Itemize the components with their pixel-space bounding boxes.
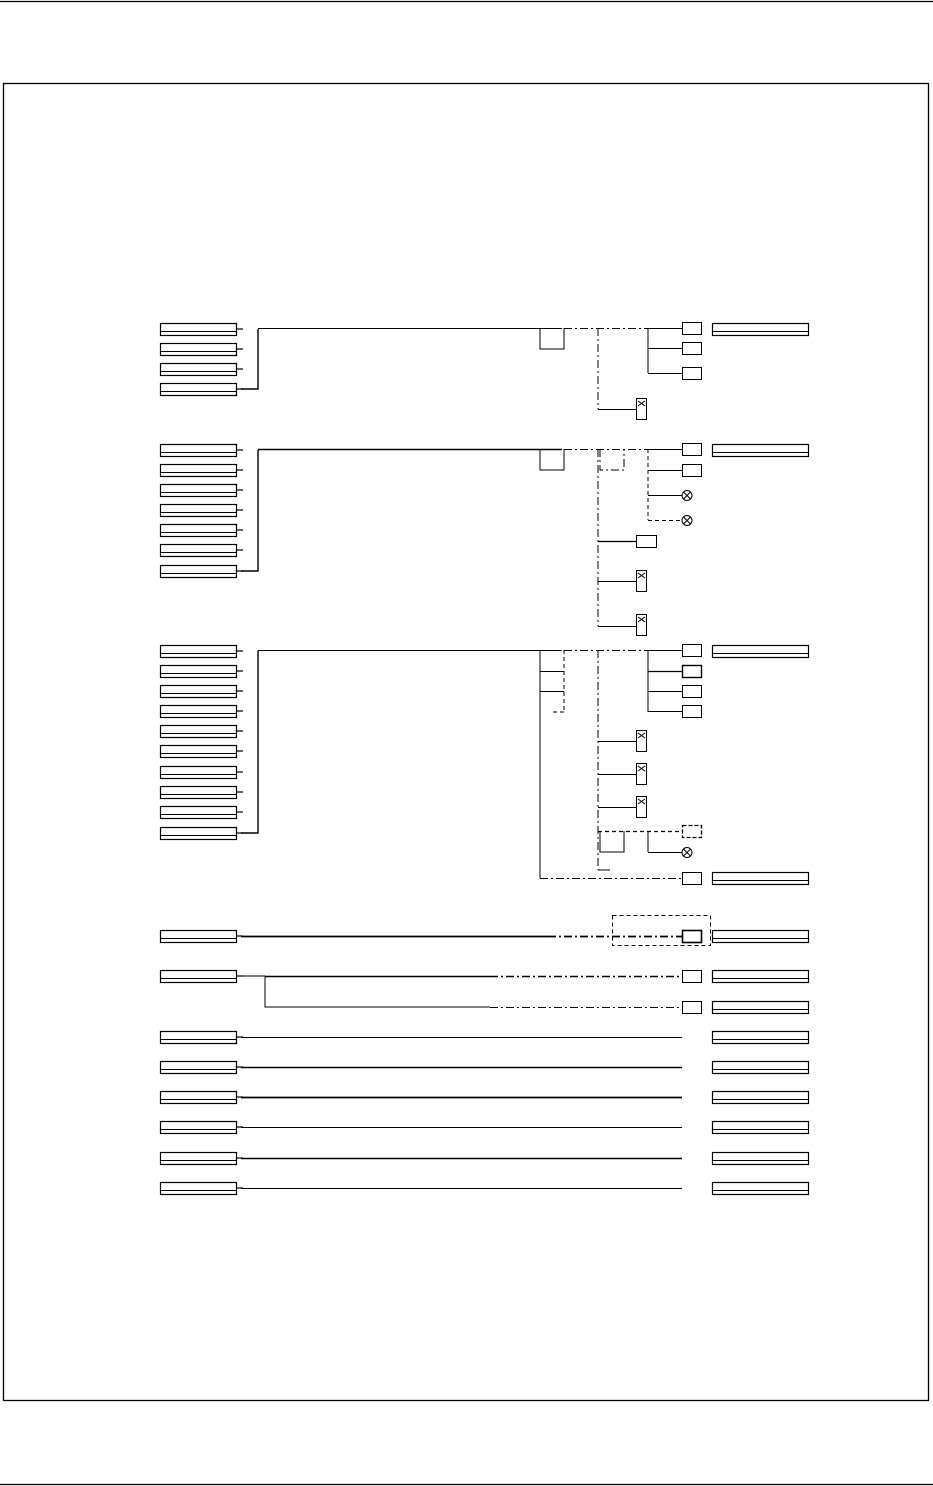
terminal-block xyxy=(161,971,237,983)
terminal-block xyxy=(713,873,809,885)
terminal-block xyxy=(161,706,237,718)
terminal-block xyxy=(161,545,237,557)
connector-box xyxy=(683,971,702,983)
connector-box xyxy=(683,666,702,678)
terminal-block xyxy=(161,485,237,497)
connector-box xyxy=(683,465,702,477)
lamp-symbol xyxy=(682,491,692,501)
terminal-block xyxy=(161,686,237,698)
terminal-block xyxy=(161,566,237,578)
terminal-block xyxy=(713,1122,809,1134)
terminal-block xyxy=(161,384,237,396)
terminal-block xyxy=(713,1092,809,1104)
connector-box xyxy=(637,536,657,548)
terminal-block xyxy=(161,767,237,779)
terminal-block xyxy=(713,1062,809,1074)
switch-symbol xyxy=(637,764,647,785)
connector-box xyxy=(683,686,702,698)
terminal-block xyxy=(161,1183,237,1195)
terminal-block xyxy=(161,505,237,517)
terminal-block xyxy=(713,324,809,336)
diagram-frame xyxy=(4,84,929,1401)
terminal-block xyxy=(713,1153,809,1165)
terminal-block xyxy=(713,1032,809,1044)
connector-box xyxy=(683,706,702,718)
switch-symbol xyxy=(637,615,647,636)
switch-symbol xyxy=(637,571,647,592)
terminal-block xyxy=(161,445,237,457)
bus-line-1 xyxy=(241,329,258,389)
bus-line-3 xyxy=(241,651,258,833)
circuit-group-1 xyxy=(241,323,702,420)
connector-box xyxy=(683,323,702,335)
terminal-block xyxy=(161,787,237,799)
circuit-group-3 xyxy=(241,645,702,885)
switch-symbol xyxy=(637,797,647,818)
connector-box xyxy=(683,1002,702,1014)
terminal-block xyxy=(713,1002,809,1014)
terminal-block xyxy=(161,465,237,477)
connector-box xyxy=(683,645,702,657)
terminal-block xyxy=(713,931,809,943)
terminal-block xyxy=(713,971,809,983)
connector-box-dashed xyxy=(683,826,702,838)
terminal-block xyxy=(161,344,237,356)
terminal-block xyxy=(161,807,237,819)
switch-symbol xyxy=(637,731,647,752)
terminal-block xyxy=(713,1183,809,1195)
circuit-group-4 xyxy=(241,916,711,1189)
terminal-block xyxy=(161,746,237,758)
right-terminal-column xyxy=(713,324,809,1195)
terminal-block xyxy=(161,1092,237,1104)
connector-box xyxy=(683,873,702,885)
terminal-block xyxy=(161,1062,237,1074)
connector-box xyxy=(683,444,702,456)
terminal-block xyxy=(161,726,237,738)
left-terminal-column xyxy=(161,324,244,1195)
terminal-block xyxy=(713,646,809,658)
terminal-block xyxy=(161,666,237,678)
terminal-block xyxy=(161,1032,237,1044)
switch-symbol xyxy=(637,399,647,420)
bus-line-2 xyxy=(241,450,258,571)
terminal-block xyxy=(161,324,237,336)
lamp-symbol xyxy=(682,516,692,526)
terminal-block xyxy=(161,1122,237,1134)
connector-box xyxy=(683,343,702,355)
loop-2 xyxy=(540,449,564,470)
terminal-block xyxy=(161,364,237,376)
terminal-block xyxy=(161,525,237,537)
lamp-symbol xyxy=(682,848,692,858)
terminal-block xyxy=(161,828,237,840)
terminal-block xyxy=(161,646,237,658)
loop-1 xyxy=(540,328,564,349)
connector-box xyxy=(683,931,702,943)
circuit-group-2 xyxy=(241,444,702,636)
terminal-block xyxy=(713,445,809,457)
connector-box xyxy=(683,368,702,380)
terminal-block xyxy=(161,1153,237,1165)
terminal-block xyxy=(161,931,237,943)
